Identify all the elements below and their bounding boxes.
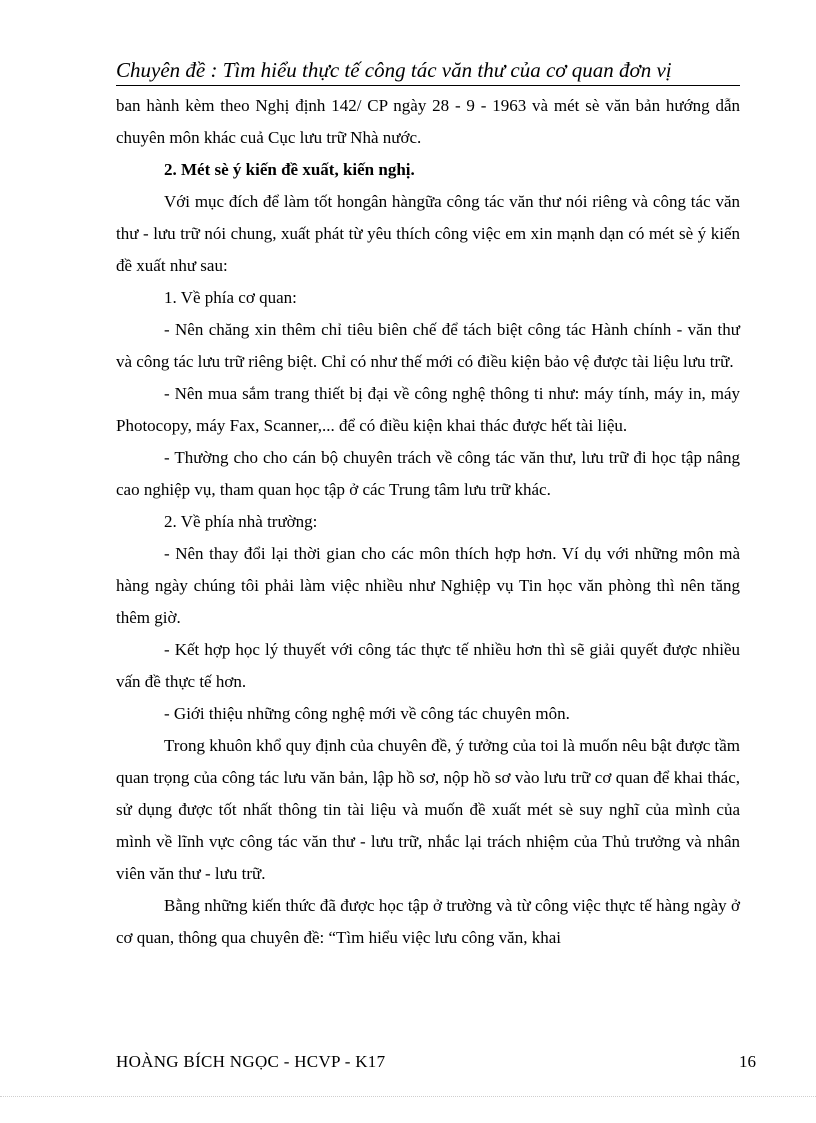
page-number: 16 <box>739 1052 756 1071</box>
list-item: - Nên chăng xin thêm chỉ tiêu biên chế để tách biệt công tác Hành chính - văn thư và công tác lưu trữ riêng biệt. Chỉ có như thế mới có điều kiện bảo vệ được tài liệu lưu trữ. <box>116 320 740 371</box>
list-item: - Giới thiệu những công nghệ mới về công tác chuyên môn. <box>164 704 570 723</box>
page-bottom-divider <box>0 1096 816 1097</box>
footer-author: HOÀNG BÍCH NGỌC - HCVP - K17 <box>116 1052 386 1071</box>
page-footer <box>116 1049 756 1075</box>
subsection-heading: 2. Về phía nhà trường: <box>164 512 318 531</box>
subsection-heading: 1. Về phía cơ quan: <box>164 288 297 307</box>
document-body <box>116 90 740 954</box>
paragraph: Với mục đích để làm tốt hongân hàngữa công tác văn thư nói riêng và công tác văn thư - lưu trữ nói chung, xuất phát từ yêu thích công việc em xin mạnh dạn có mét sè ý kiến đề xuất như sau: <box>116 192 740 275</box>
list-item: - Thường cho cho cán bộ chuyên trách về công tác văn thư, lưu trữ đi học tập nâng cao nghiệp vụ, tham quan học tập ở các Trung tâm lưu trữ khác. <box>116 448 740 499</box>
section-heading: 2. Mét sè ý kiến đề xuất, kiến nghị. <box>164 160 415 179</box>
list-item: - Kết hợp học lý thuyết với công tác thực tế nhiều hơn thì sẽ giải quyết được nhiều vấn đề thực tế hơn. <box>116 640 740 691</box>
list-item: - Nên thay đổi lại thời gian cho các môn thích hợp hơn. Ví dụ với những môn mà hàng ngày chúng tôi phải làm việc nhiều như Nghiệp vụ Tin học văn phòng thì nên tăng thêm giờ. <box>116 544 740 627</box>
paragraph: ban hành kèm theo Nghị định 142/ CP ngày 28 - 9 - 1963 và mét sè văn bản hướng dẫn chuyên môn khác cuả Cục lưu trữ Nhà nước. <box>116 96 740 147</box>
paragraph: Bằng những kiến thức đã được học tập ở trường và từ công việc thực tế hàng ngày ở cơ quan, thông qua chuyên đề: “Tìm hiểu việc lưu công văn, khai <box>116 896 740 947</box>
list-item: - Nên mua sắm trang thiết bị đại về công nghệ thông ti như: máy tính, máy in, máy Photocopy, máy Fax, Scanner,... để có điều kiện khai thác được hết tài liệu. <box>116 384 740 435</box>
paragraph: Trong khuôn khổ quy định của chuyên đề, ý tưởng của toi là muốn nêu bật được tầm quan trọng của công tác lưu văn bản, lập hồ sơ, nộp hồ sơ vào lưu trữ cơ quan để khai thác, sử dụng được tốt nhất thông tin tài liệu và muốn đề xuất mét sè suy nghĩ của mình của mình về lĩnh vực công tác văn thư - lưu trữ, nhắc lại trách nhiệm của Thủ trưởng và nhân viên văn thư - lưu trữ. <box>116 736 740 883</box>
running-header: Chuyên đề : Tìm hiểu thực tế công tác văn thư của cơ quan đơn vị <box>116 55 740 86</box>
